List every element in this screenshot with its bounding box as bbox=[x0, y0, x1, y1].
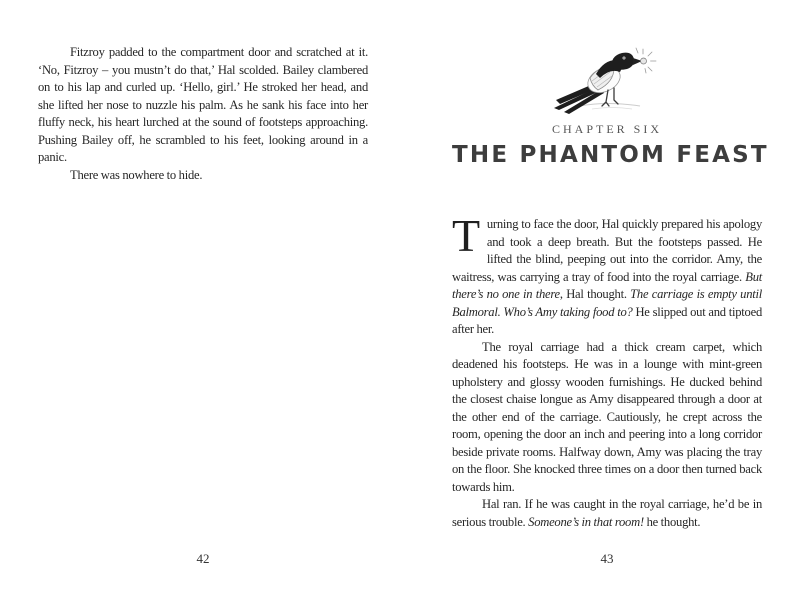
paragraph bbox=[452, 496, 762, 531]
ground-line bbox=[592, 108, 632, 110]
text-run: Hal ran. If he was caught in the royal carriage, he’d be in serious trouble. bbox=[452, 497, 762, 529]
left-page-text bbox=[38, 44, 368, 184]
text-run-italic: But there’s no one in there bbox=[452, 269, 762, 301]
text-run: , Hal thought. bbox=[559, 287, 631, 301]
text-run: he thought. bbox=[643, 514, 701, 529]
paragraph: There was nowhere to hide. bbox=[70, 167, 203, 182]
text-run: urning to face the door, Hal quickly prepared his apology and took a deep breath. But the footsteps passed. He lifted the blind, peeping out into the corridor. Amy, the waitress, was carrying a tray of food into the royal carriage. bbox=[452, 217, 762, 284]
chapter-label: CHAPTER SIX bbox=[551, 122, 662, 136]
text-run-italic: The carriage is empty until Balmoral. Who’s Amy taking food to? bbox=[452, 287, 763, 319]
paragraph bbox=[452, 210, 763, 339]
magpie-illustration-icon bbox=[552, 38, 662, 120]
right-page-text bbox=[452, 210, 763, 531]
chapter-header bbox=[452, 38, 769, 168]
drop-cap: T bbox=[452, 210, 480, 261]
chapter-title: THE PHANTOM FEAST bbox=[452, 142, 769, 168]
bird-head bbox=[612, 53, 634, 70]
bird-pupil bbox=[623, 57, 624, 58]
text-run-italic: Someone’s in that room! bbox=[528, 514, 644, 529]
text-run: He slipped out and tiptoed after her. bbox=[452, 304, 762, 336]
page-number-right: 43 bbox=[600, 551, 614, 566]
paragraph: The royal carriage had a thick cream carpet, which deadened his footsteps. He was in a lounge with mint-green upholstery and glossy wooden furnishings. He ducked behind the closest chaise longue as Amy disappeared through a door at the other end of the carriage. Cautiously, he crept across the room, opening the door an inch and peering into a long corridor beside private rooms. Halfway down, Amy was placing the tray on the floor. She knocked three times on a door then turned back towards him. bbox=[452, 339, 762, 494]
page-number-left: 42 bbox=[196, 551, 210, 566]
paragraph: Fitzroy padded to the compartment door and scratched at it. ‘No, Fitzroy – you mustn’t do that,’ Hal scolded. Bailey clambered on to his lap and curled up. ‘Hello, girl.’ He stroked her head, and she lifted her nose to nuzzle his palm. As he sank his face into her fluffy neck, his heart lurched at the sound of footsteps approaching. Pushing Bailey off, he scrambled to his feet, looking around in a panic. bbox=[38, 45, 368, 164]
jewel bbox=[641, 58, 647, 64]
ground-line bbox=[580, 104, 640, 107]
